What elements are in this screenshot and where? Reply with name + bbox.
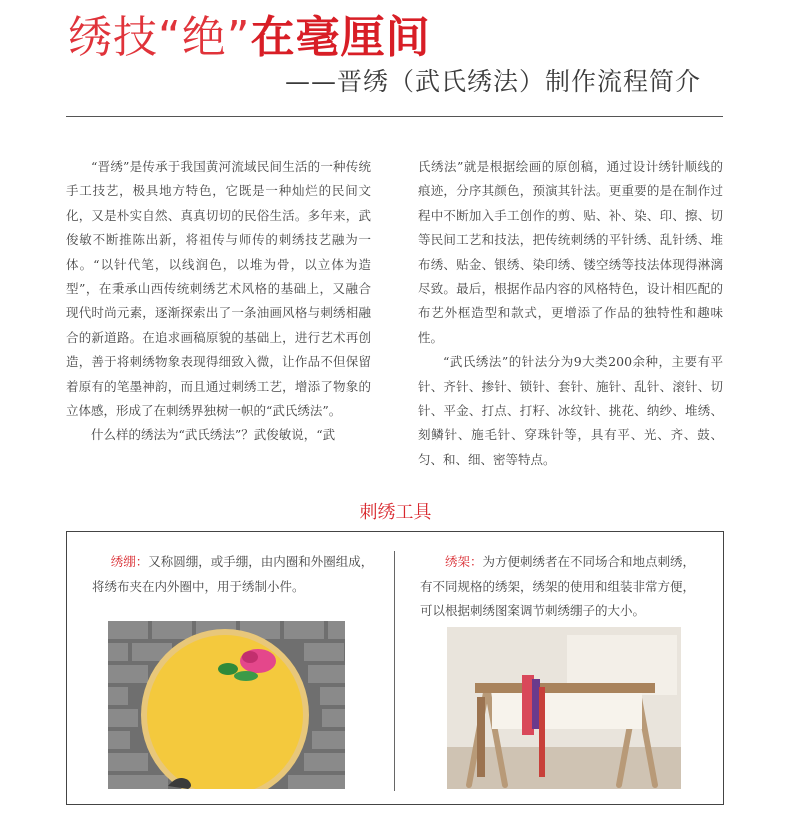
hoop-text: 又称圆绷，或手绷，由内圈和外圈组成，将绣布夹在内外圈中，用于绣制小件。 bbox=[92, 554, 374, 594]
embroidery-frame-photo bbox=[447, 627, 681, 789]
tools-divider bbox=[394, 551, 395, 791]
paragraph: 什么样的绣法为“武氏绣法”？武俊敏说，“武 bbox=[91, 427, 336, 443]
title-rule bbox=[66, 116, 723, 117]
article-column-left bbox=[66, 155, 371, 448]
title-bold-part: 在毫厘间 bbox=[250, 12, 431, 63]
section-title: 刺绣工具 bbox=[359, 502, 432, 523]
article-column-right bbox=[418, 155, 723, 472]
article-subtitle: ——晋绣（武氏绣法）制作流程简介 bbox=[284, 67, 701, 96]
embroidery-hoop-photo bbox=[108, 621, 345, 789]
hoop-description bbox=[92, 550, 374, 599]
hoop-term: 绣绷： bbox=[110, 554, 149, 569]
paragraph: 氏绣法”就是根据绘画的原创稿，通过设计绣针顺线的痕迹，分序其颜色，预演其针法。更重要的是在制作过程中不断加入手工创作的剪、贴、补、染、印、擦、切等民间工艺和技法，把传统刺绣的平针绣、乱针绣、堆布绣、贴金、银绣、染印绣、镂空绣等技法体现得淋漓尽致。最后，根据作品内容的风格特色，设计相匹配的布艺外框造型和款式，更增添了作品的独特性和趣味性。 bbox=[418, 159, 723, 345]
paragraph: “武氏绣法”的针法分为9大类200余种，主要有平针、齐针、掺针、锁针、套针、施针、乱针、滚针、切针、平金、打点、打籽、冰纹针、挑花、纳纱、堆绣、刻鳞针、施毛针、穿珠针等，具有平、光、齐、鼓、匀、和、细、密等特点。 bbox=[418, 354, 723, 467]
title-light-part: 绣技“绝” bbox=[68, 12, 251, 63]
paragraph: “晋绣”是传承于我国黄河流域民间生活的一种传统手工技艺，极具地方特色，它既是一种灿烂的民间文化，又是朴实自然、真真切切的民俗生活。多年来，武俊敏不断推陈出新，将祖传与师传的刺绣技艺融为一体。“以针代笔，以线润色，以堆为骨，以立体为造型”，在秉承山西传统刺绣艺术风格的基础上，又融合现代时尚元素，逐渐探索出了一条油画风格与刺绣相融合的新道路。在追求画稿原貌的基础上，进行艺术再创造，善于将刺绣物象表现得细致入微，让作品不但保留着原有的笔墨神韵，而且通过刺绣工艺，增添了物象的立体感，形成了在刺绣界独树一帜的“武氏绣法”。 bbox=[66, 159, 371, 419]
article-title bbox=[68, 12, 431, 64]
frame-term: 绣架： bbox=[445, 554, 483, 569]
frame-text: 为方便刺绣者在不同场合和地点刺绣，有不同规格的绣架，绣架的使用和组装非常方便，可以根据刺绣图案调节刺绣绷子的大小。 bbox=[420, 554, 696, 618]
frame-description bbox=[420, 550, 702, 624]
